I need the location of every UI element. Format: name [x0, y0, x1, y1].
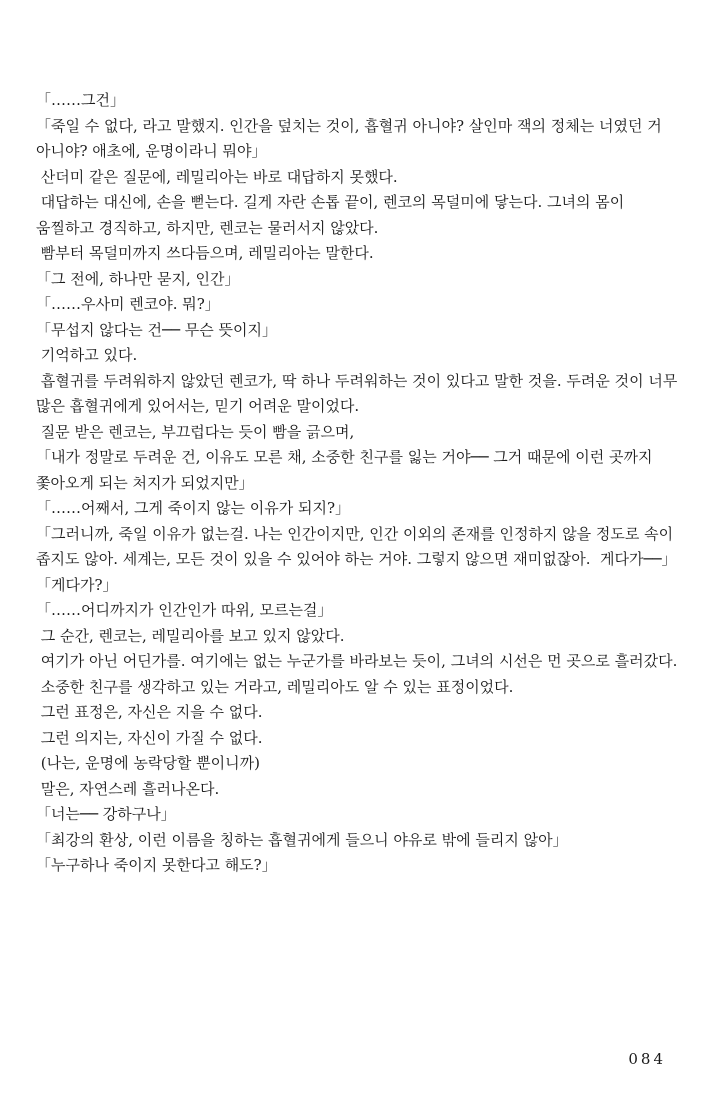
paragraph: 「내가 정말로 두려운 건, 이유도 모른 채, 소중한 친구를 잃는 거야── 그거 때문에 이런 곳까지 쫓아오게 되는 처지가 되었지만」 — [36, 448, 653, 492]
paragraph: 여기가 아닌 어딘가를. 여기에는 없는 누군가를 바라보는 듯이, 그녀의 시선은 먼 곳으로 흘러갔다. — [36, 652, 678, 670]
paragraph: 「……그건」 — [36, 91, 125, 109]
paragraph: 기억하고 있다. — [36, 346, 138, 364]
paragraph: 「누구하나 죽이지 못한다고 해도?」 — [36, 856, 277, 874]
paragraph: 「그 전에, 하나만 묻지, 인간」 — [36, 269, 240, 288]
body-text — [36, 88, 686, 879]
paragraph: 대답하는 대신에, 손을 뻗는다. 길게 자란 손톱 끝이, 렌코의 목덜미에 닿는다. 그녀의 몸이 움찔하고 경직하고, 하지만, 렌코는 물러서지 않았다. — [36, 193, 625, 237]
paragraph: 「너는── 강하구나」 — [36, 805, 176, 823]
paragraph: 「그러니까, 죽일 이유가 없는걸. 나는 인간이지만, 인간 이외의 존재를 인정하지 않을 정도로 속이 좁지도 않아. 세계는, 모든 것이 있을 수 있어야 하는 거야. 그렇지 않으면 재미없잖아. 게다가──」 — [36, 524, 677, 568]
paragraph: 그런 표정은, 자신은 지을 수 없다. — [36, 703, 263, 721]
paragraph: (나는, 운명에 농락당할 뿐이니까) — [36, 754, 260, 772]
paragraph: 「……어디까지가 인간인가 따위, 모르는걸」 — [36, 601, 333, 619]
paragraph: 소중한 친구를 생각하고 있는 거라고, 레밀리아도 알 수 있는 표정이었다. — [36, 677, 514, 696]
paragraph: 「죽일 수 없다, 라고 말했지. 인간을 덮치는 것이, 흡혈귀 아니야? 살인마 잭의 정체는 너였던 거 아니야? 애초에, 운명이라니 뭐야」 — [36, 116, 662, 160]
paragraph: 산더미 같은 질문에, 레밀리아는 바로 대답하지 못했다. — [36, 167, 398, 186]
paragraph: 말은, 자연스레 흘러나온다. — [36, 779, 220, 798]
paragraph: 흡혈귀를 두려워하지 않았던 렌코가, 딱 하나 두려워하는 것이 있다고 말한 것을. 두려운 것이 너무 많은 흡혈귀에게 있어서는, 믿기 어려운 말이었다. — [36, 371, 678, 415]
paragraph: 그 순간, 렌코는, 레밀리아를 보고 있지 않았다. — [36, 626, 345, 645]
page-number: 084 — [628, 1050, 666, 1068]
paragraph: 「……어째서, 그게 죽이지 않는 이유가 되지?」 — [36, 499, 351, 517]
paragraph: 「게다가?」 — [36, 575, 118, 594]
paragraph: 빰부터 목덜미까지 쓰다듬으며, 레밀리아는 말한다. — [36, 244, 374, 262]
paragraph: 「……우사미 렌코야. 뭐?」 — [36, 295, 220, 313]
paragraph: 질문 받은 렌코는, 부끄럽다는 듯이 빰을 긁으며, — [36, 422, 355, 441]
paragraph: 「최강의 환상, 이런 이름을 칭하는 흡혈귀에게 들으니 야유로 밖에 들리지 않아」 — [36, 830, 568, 849]
paragraph: 그런 의지는, 자신이 가질 수 없다. — [36, 728, 263, 747]
paragraph: 「무섭지 않다는 건── 무슨 뜻이지」 — [36, 320, 278, 339]
